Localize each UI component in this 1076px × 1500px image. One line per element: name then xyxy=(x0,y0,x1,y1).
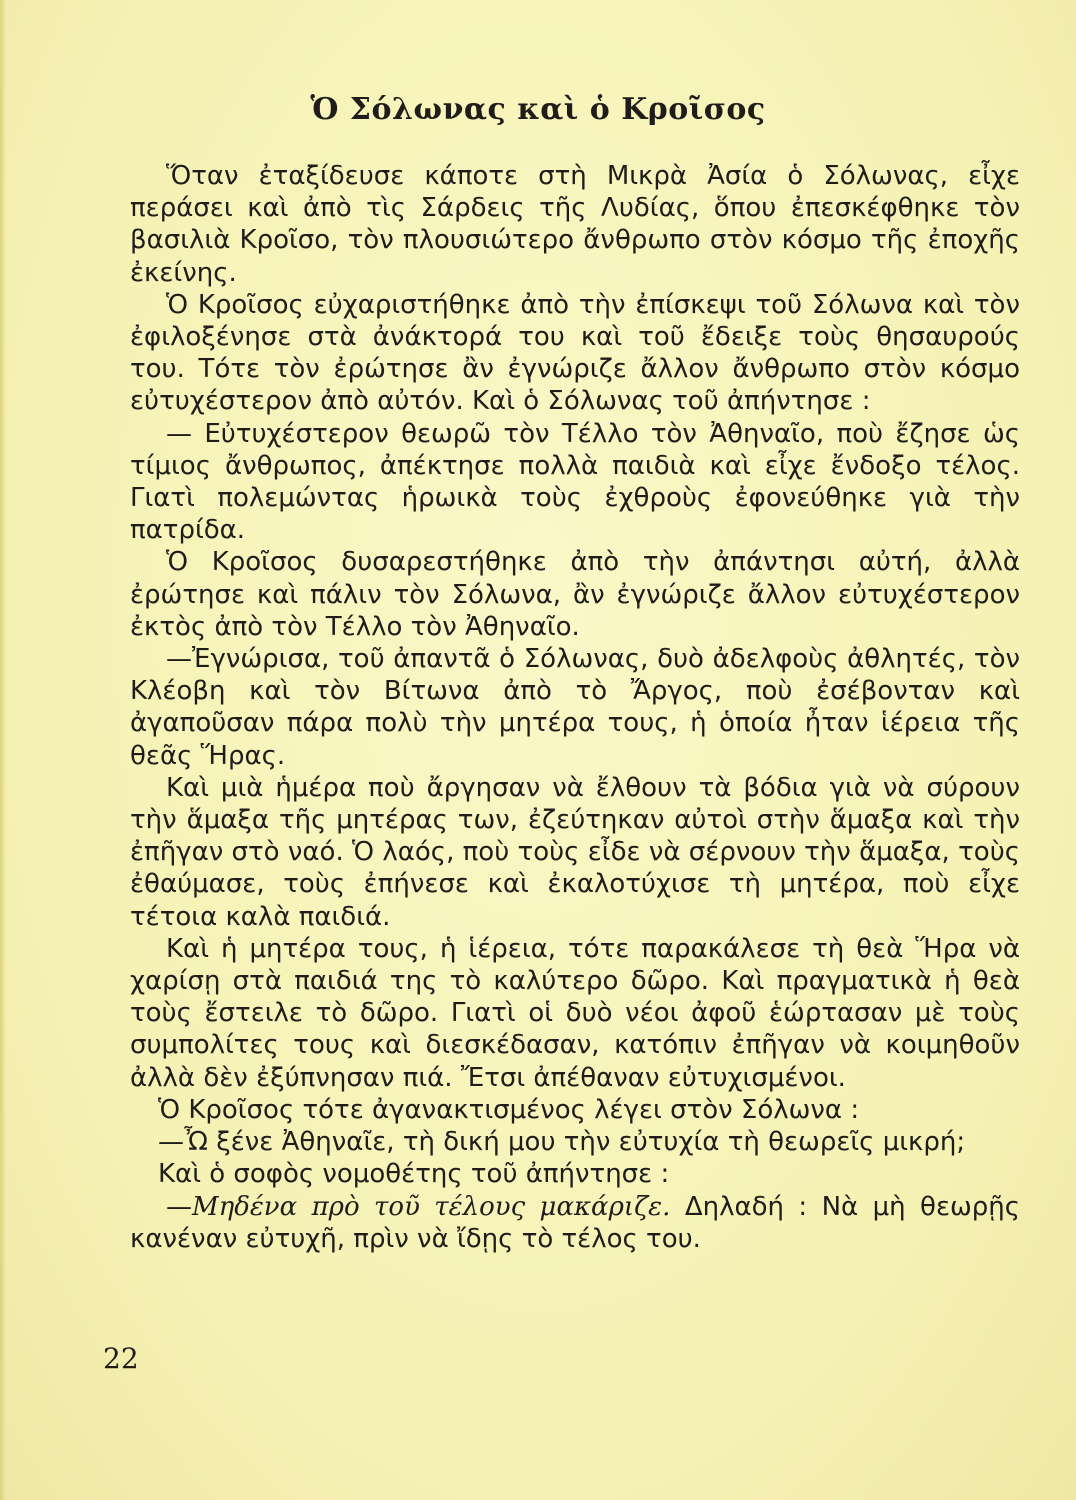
paragraph: Καὶ ἡ μητέρα τους, ἡ ἱέρεια, τότε παρακάλεσε τὴ θεὰ Ἥρα νὰ χαρίσῃ στὰ παιδιά της τὸ καλύτερο δῶρο. Καὶ πραγματικὰ ἡ θεὰ τοὺς ἔστειλε τὸ δῶρο. Γιατὶ οἱ δυὸ νέοι ἀφοῦ ἑώρτασαν μὲ τοὺς συμπολίτες τους καὶ διεσκέδασαν, κατόπιν ἐπῆγαν νὰ κοιμηθοῦν ἀλλὰ δὲν ἐξύπνησαν πιά. Ἔτσι ἀπέθαναν εὐτυχισμένοι. xyxy=(130,933,1020,1093)
paragraph: Ὅταν ἐταξίδευσε κάποτε στὴ Μικρὰ Ἀσία ὁ Σόλωνας, εἶχε περάσει καὶ ἀπὸ τὶς Σάρδεις τῆς Λυδίας, ὅπου ἐπεσκέφθηκε τὸν βασιλιὰ Κροῖσο, τὸν πλουσιώτερο ἄνθρωπο στὸν κόσμο τῆς ἐποχῆς ἐκείνης. xyxy=(130,161,1020,288)
body-text xyxy=(130,160,1020,1255)
paragraph: —Ἐγνώρισα, τοῦ ἀπαντᾶ ὁ Σόλωνας, δυὸ ἀδελφοὺς ἀθλητές, τὸν Κλέοβη καὶ τὸν Βίτωνα ἀπὸ τὸ Ἄργος, ποὺ ἐσέβονταν καὶ ἀγαποῦσαν πάρα πολὺ τὴν μητέρα τους, ἡ ὁποία ἦταν ἱέρεια τῆς θεᾶς Ἥρας. xyxy=(130,644,1020,771)
paragraph: Καὶ μιὰ ἡμέρα ποὺ ἄργησαν νὰ ἔλθουν τὰ βόδια γιὰ νὰ σύρουν τὴν ἅμαξα τῆς μητέρας των, ἐζεύτηκαν αὐτοὶ στὴν ἅμαξα καὶ τὴν ἐπῆγαν στὸ ναό. Ὁ λαός, ποὺ τοὺς εἶδε νὰ σέρνουν τὴν ἅμαξα, τοὺς ἐθαύμασε, τοὺς ἐπήνεσε καὶ ἐκαλοτύχισε τὴ μητέρα, ποὺ εἶχε τέτοια καλὰ παιδιά. xyxy=(130,772,1020,932)
paragraph: — Εὐτυχέστερον θεωρῶ τὸν Τέλλο τὸν Ἀθηναῖο, ποὺ ἔζησε ὡς τίμιος ἄνθρωπος, ἀπέκτησε πολλὰ παιδιὰ καὶ εἶχε ἔνδοξο τέλος. Γιατὶ πολεμώντας ἡρωικὰ τοὺς ἐχθροὺς ἐφονεύθηκε γιὰ τὴν πατρίδα. xyxy=(130,418,1020,546)
paragraph: —Ὦ ξένε Ἀθηναῖε, τὴ δική μου τὴν εὐτυχία τὴ θεωρεῖς μικρή; xyxy=(158,1127,966,1158)
paragraph: Ὁ Κροῖσος τότε ἀγανακτισμένος λέγει στὸν Σόλωνα : xyxy=(158,1094,860,1125)
motto-explanation: Δηλαδή : Νὰ μὴ θεωρῇς κανέναν εὐτυχῆ, πρὶν νὰ ἴδῃς τὸ τέλος του. xyxy=(130,1191,1021,1254)
page-title: Ὁ Σόλωνας καὶ ὁ Κροῖσος xyxy=(310,92,766,127)
paragraph: Καὶ ὁ σοφὸς νομοθέτης τοῦ ἀπήντησε : xyxy=(158,1159,670,1190)
motto-quote: Μηδένα πρὸ τοῦ τέλους μακάριζε. xyxy=(192,1191,671,1222)
final-paragraph xyxy=(130,1191,1020,1255)
paragraph: Ὁ Κροῖσος δυσαρεστήθηκε ἀπὸ τὴν ἀπάντησι αὐτή, ἀλλὰ ἐρώτησε καὶ πάλιν τὸν Σόλωνα, ἂν ἐγνώριζε ἄλλον εὐτυχέστερον ἐκτὸς ἀπὸ τὸν Τέλλο τὸν Ἀθηναῖο. xyxy=(130,547,1020,642)
paragraph: Ὁ Κροῖσος εὐχαριστήθηκε ἀπὸ τὴν ἐπίσκεψι τοῦ Σόλωνα καὶ τὸν ἐφιλοξένησε στὰ ἀνάκτορά του καὶ τοῦ ἔδειξε τοὺς θησαυρούς του. Τότε τὸν ἐρώτησε ἂν ἐγνώριζε ἄλλον ἄνθρωπο στὸν κόσμο εὐτυχέστερον ἀπὸ αὐτόν. Καὶ ὁ Σόλωνας τοῦ ἀπήντησε : xyxy=(130,289,1020,417)
page-number: 22 xyxy=(103,1342,139,1375)
page-edge-shadow xyxy=(0,0,6,1500)
dash: — xyxy=(166,1191,192,1222)
